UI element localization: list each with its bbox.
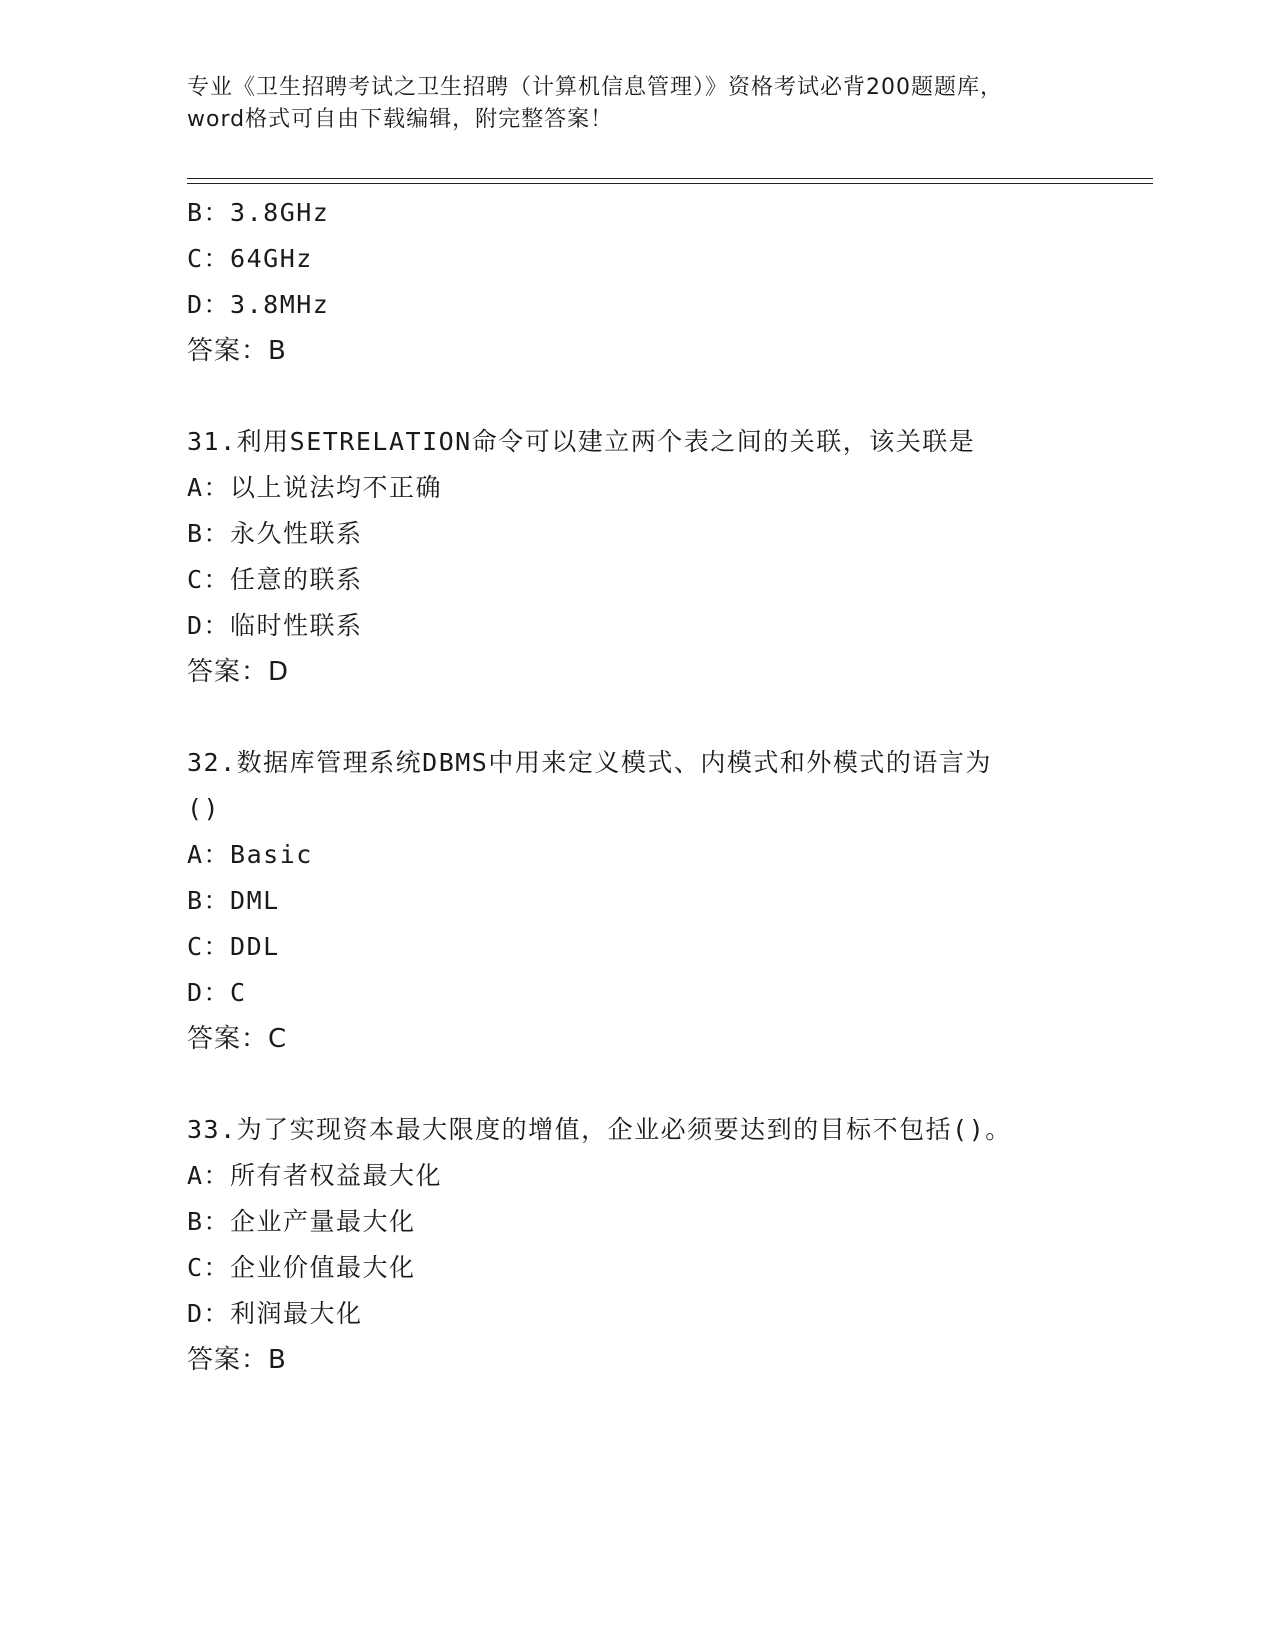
question-stem: 33.为了实现资本最大限度的增值，企业必须要达到的目标不包括()。 xyxy=(187,1115,1012,1144)
question-30-fragment xyxy=(187,190,1147,374)
option-d: D：3.8MHz xyxy=(187,290,330,319)
question-stem-line-2: () xyxy=(187,794,221,823)
option-a: A：所有者权益最大化 xyxy=(187,1161,443,1190)
document-header xyxy=(187,72,1087,136)
question-31 xyxy=(187,419,1147,695)
document-body xyxy=(187,190,1147,1383)
header-line-2: word格式可自由下载编辑，附完整答案！ xyxy=(187,107,614,132)
option-c: C：企业价值最大化 xyxy=(187,1253,416,1282)
question-33 xyxy=(187,1107,1147,1383)
option-b: B：永久性联系 xyxy=(187,519,363,548)
option-a: A：以上说法均不正确 xyxy=(187,473,443,502)
option-d: D：临时性联系 xyxy=(187,611,363,640)
spacer xyxy=(187,695,1147,740)
option-c: C：DDL xyxy=(187,932,280,961)
option-d: D：利润最大化 xyxy=(187,1299,363,1328)
option-c: C：64GHz xyxy=(187,244,313,273)
option-b: B：3.8GHz xyxy=(187,198,330,227)
option-b: B：DML xyxy=(187,886,280,915)
option-a: A：Basic xyxy=(187,840,313,869)
question-stem-line-1: 32.数据库管理系统DBMS中用来定义模式、内模式和外模式的语言为 xyxy=(187,748,992,777)
spacer xyxy=(187,374,1147,419)
question-stem: 31.利用SETRELATION命令可以建立两个表之间的关联，该关联是 xyxy=(187,427,976,456)
option-b: B：企业产量最大化 xyxy=(187,1207,416,1236)
option-d: D：C xyxy=(187,978,247,1007)
option-c: C：任意的联系 xyxy=(187,565,363,594)
answer: 答案：B xyxy=(187,1345,287,1375)
header-rule-bottom xyxy=(187,183,1153,184)
answer: 答案：D xyxy=(187,657,290,687)
question-32 xyxy=(187,740,1147,1062)
spacer xyxy=(187,1062,1147,1107)
header-rule-top xyxy=(187,178,1153,179)
header-line-1: 专业《卫生招聘考试之卫生招聘（计算机信息管理）》资格考试必背200题题库， xyxy=(187,75,1003,100)
answer: 答案：B xyxy=(187,336,287,366)
answer: 答案：C xyxy=(187,1024,288,1054)
